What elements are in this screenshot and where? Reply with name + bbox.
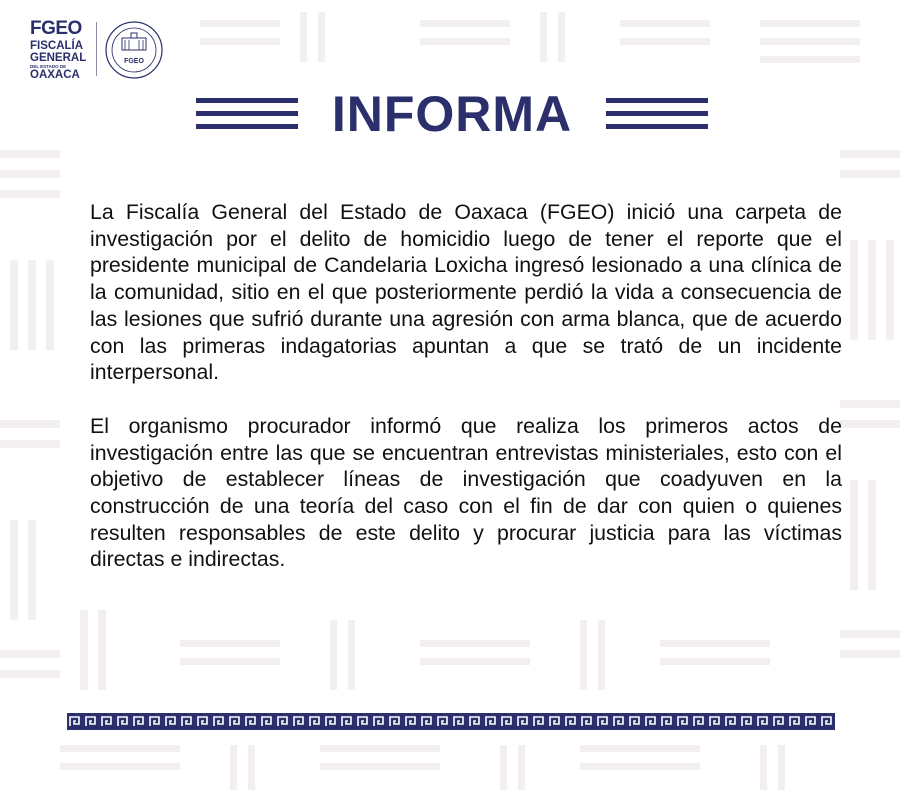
header-title-row bbox=[196, 86, 708, 142]
state-seal-icon bbox=[104, 20, 164, 80]
greca-border bbox=[67, 713, 835, 730]
logo-line-1: FISCALÍA bbox=[30, 40, 84, 52]
paragraph-1: La Fiscalía General del Estado de Oaxaca (FGEO) inició una carpeta de investigación por el delito de homicidio luego de tener el reporte que el presidente municipal de Candelaria Loxicha ingresó lesionado a una clínica de la comunidad, sitio en el que posteriormente perdió la vida a consecuencia de las lesiones que sufrió durante una agresión con arma blanca, que de acuerdo con las primeras indagatorias apuntan a que se trató de un incidente interpersonal. bbox=[90, 200, 842, 385]
page-title: INFORMA bbox=[331, 86, 573, 142]
statement-body bbox=[90, 199, 842, 600]
seal-label: FGEO bbox=[124, 58, 144, 65]
logo-divider bbox=[96, 22, 97, 76]
logo-acronym: FGEO bbox=[30, 18, 82, 39]
logo-wordmark bbox=[30, 18, 92, 81]
logo-line-2: GENERAL bbox=[30, 52, 87, 64]
logo-line-4: OAXACA bbox=[30, 69, 80, 81]
fgeo-logo bbox=[30, 18, 170, 80]
logo-line-3: DEL ESTADO DE bbox=[30, 64, 67, 69]
paragraph-2: El organismo procurador informó que realiza los primeros actos de investigación entre las que se encuentran entrevistas ministeriales, esto con el objetivo de establecer líneas de investigación que coadyuven en la construcción de una teoría del caso con el fin de dar con quien o quienes resulten responsables de este delito y procurar justicia para las víctimas directas e indirectas. bbox=[90, 413, 842, 572]
title-stripes-right bbox=[606, 98, 708, 132]
